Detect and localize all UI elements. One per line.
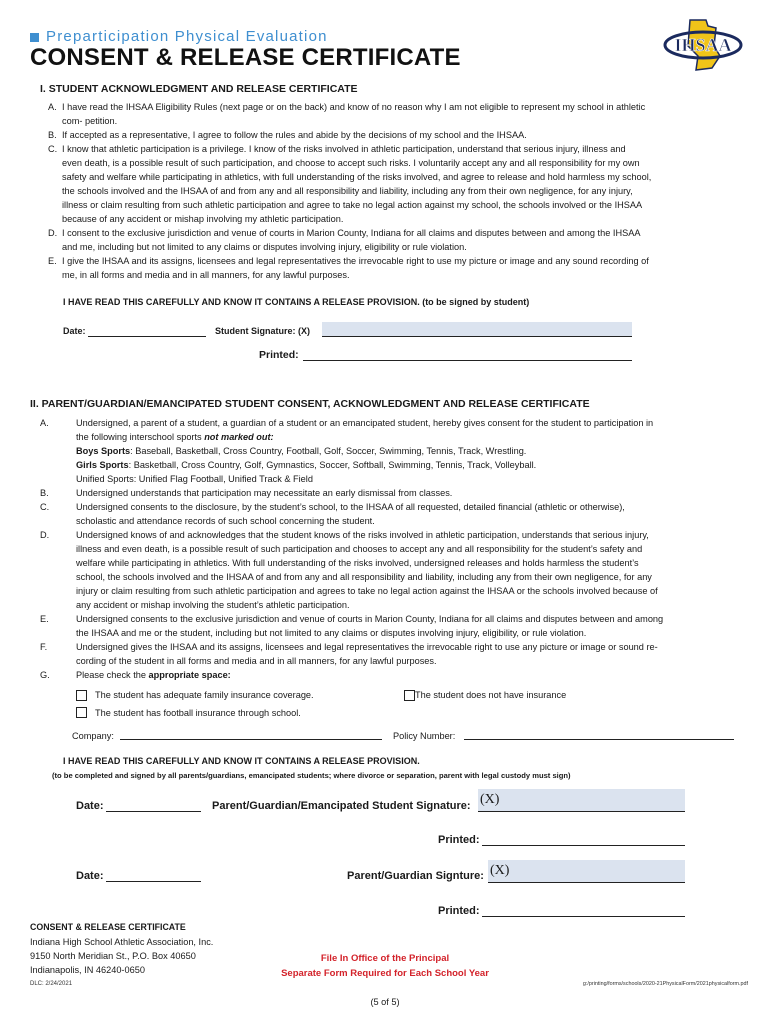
section2-heading: II. PARENT/GUARDIAN/EMANCIPATED STUDENT CONSENT, ACKNOWLEDGMENT AND RELEASE CERTIFICATE: [30, 398, 590, 410]
section2-release-notice: I HAVE READ THIS CAREFULLY AND KNOW IT CONTAINS A RELEASE PROVISION.: [63, 756, 420, 766]
item-letter: E.: [48, 256, 57, 266]
unified-sports: Unified Sports: Unified Flag Football, Unified Track & Field: [76, 474, 313, 484]
girls-sports: Girls Sports: Basketball, Cross Country, Golf, Gymnastics, Soccer, Softball, Swimming, Tennis, Track, Volleyball.: [76, 460, 537, 470]
guardian-printed-label: Printed:: [438, 905, 480, 917]
item-text: the schools involved and the IHSAA of and from any and all responsibility and liability, including any from their own negligence, for any injury,: [62, 186, 633, 196]
item-letter: A.: [40, 418, 49, 428]
section2-release-sub: (to be completed and signed by all parents/guardians, emancipated students; where divorce or separation, parent with legal custody must sign): [52, 771, 571, 780]
signature-x-mark: (X): [480, 792, 500, 807]
insurance-adequate-checkbox[interactable]: [76, 690, 87, 701]
item-text: Undersigned, a parent of a student, a guardian of a student or an emancipated student, hereby gives consent for the student to participation in: [76, 418, 654, 428]
item-text: because of any accident or mishap involving my athletic participation.: [62, 214, 344, 224]
footer-notice-year: Separate Form Required for Each School Year: [281, 968, 489, 979]
student-signature-label: Student Signature: (X): [215, 326, 310, 336]
item-text: Undersigned understands that participation may necessitate an early dismissal from classes.: [76, 488, 453, 498]
item-text: I give the IHSAA and its assigns, licensees and legal representatives the irrevocable right to use my picture or image and any sound recording of: [62, 256, 649, 266]
ihsaa-logo: [662, 16, 744, 72]
insurance-none-label: The student does not have insurance: [415, 690, 567, 700]
item-text: school, the schools involved and the IHSAA of and from any and all responsibility and liability, including any from their own negligence, for any: [76, 572, 652, 582]
signature-x-mark: (X): [490, 863, 510, 878]
item-letter: D.: [40, 530, 50, 540]
footer-org-name: Indiana High School Athletic Association, Inc.: [30, 937, 214, 947]
boys-sports: Boys Sports: Baseball, Basketball, Cross Country, Football, Golf, Soccer, Swimming, Tennis, Track, Wrestling.: [76, 446, 527, 456]
page-number: (5 of 5): [370, 997, 400, 1007]
student-signature-field[interactable]: [322, 322, 632, 337]
parent-signature-field[interactable]: [478, 789, 685, 812]
item-letter: B.: [40, 488, 49, 498]
item-text: the following interschool sports not marked out:: [76, 432, 274, 442]
guardian-date-label: Date:: [76, 870, 104, 882]
parent-signature-label: Parent/Guardian/Emancipated Student Signature:: [212, 800, 471, 812]
item-text: and me, including but not limited to any claims or disputes involving injury, eligibility or rule violation.: [62, 242, 467, 252]
section1-heading: I. STUDENT ACKNOWLEDGMENT AND RELEASE CERTIFICATE: [40, 83, 358, 95]
header-square-icon: [30, 33, 39, 42]
item-text: Undersigned gives the IHSAA and its assigns, licensees and legal representatives the irrevocable right to use any picture or image or sound re-: [76, 642, 658, 652]
insurance-football-checkbox[interactable]: [76, 707, 87, 718]
header-subtitle: Preparticipation Physical Evaluation: [46, 28, 328, 45]
guardian-signature-label: Parent/Guardian Signture:: [347, 870, 484, 882]
item-text: me, in all forms and media and in all manners, for any lawful purposes.: [62, 270, 350, 280]
item-text: I know that athletic participation is a privilege. I know of the risks involved in athletic participation, understand that serious injury, illness and: [62, 144, 626, 154]
item-text: illness and even death, is a possible result of such participation and chooses to accept any and all responsibility for the student’s safety and: [76, 544, 643, 554]
item-letter: F.: [40, 642, 48, 652]
footer-notice-principal: File In Office of the Principal: [320, 953, 450, 964]
policy-number-field[interactable]: [464, 727, 734, 740]
item-text: even death, is a possible result of such participation, and choose to accept such risks. I voluntarily accept any and all responsibility for my own: [62, 158, 640, 168]
footer-dlc: DLC: 2/24/2021: [30, 981, 73, 987]
item-text: illness or claim resulting from such athletic participation and agree to take no legal action against my school, the schools involved or the IHSAA: [62, 200, 643, 210]
footer-title: CONSENT & RELEASE CERTIFICATE: [30, 922, 186, 932]
item-letter: B.: [48, 130, 57, 140]
item-letter: D.: [48, 228, 58, 238]
item-text: I have read the IHSAA Eligibility Rules (next page or on the back) and know of no reason why I am not eligible to represent my school in athletic: [62, 102, 646, 112]
company-label: Company:: [72, 731, 114, 741]
guardian-printed-field[interactable]: [482, 902, 685, 917]
item-letter: C.: [48, 144, 58, 154]
student-printed-field[interactable]: [303, 346, 632, 361]
item-text: scholastic and attendance records of such school concerning the student.: [76, 516, 375, 526]
parent-printed-field[interactable]: [482, 831, 685, 846]
item-letter: C.: [40, 502, 50, 512]
company-field[interactable]: [120, 727, 382, 740]
item-letter: A.: [48, 102, 57, 112]
student-printed-label: Printed:: [259, 349, 299, 361]
item-text: Undersigned knows of and acknowledges that the student knows of the risks involved in athletic participation, understands that serious injury,: [76, 530, 649, 540]
item-text: welfare while participating in athletics. With full understanding of the risks involved, undersigned releases and holds harmless the student’s: [76, 558, 639, 568]
item-text: injury or claim resulting from such athletic participation and agrees to take no legal action against the IHSAA or the schools involved because of: [76, 586, 658, 596]
parent-date-field[interactable]: [106, 797, 201, 812]
parent-printed-label: Printed:: [438, 834, 480, 846]
item-text: any accident or mishap involving the student’s athletic participation.: [76, 600, 350, 610]
item-text: safety and welfare while participating in athletics, with full understanding of the risks involved, and agree to release and hold harmless my school,: [62, 172, 652, 182]
section1-release-notice: I HAVE READ THIS CAREFULLY AND KNOW IT CONTAINS A RELEASE PROVISION. (to be signed by student): [63, 297, 530, 307]
item-letter: E.: [40, 614, 49, 624]
guardian-signature-field[interactable]: [488, 860, 685, 883]
insurance-none-checkbox[interactable]: [404, 690, 415, 701]
student-date-field[interactable]: [88, 322, 206, 337]
insurance-adequate-label: The student has adequate family insurance coverage.: [95, 690, 314, 700]
footer-address1: 9150 North Meridian St., P.O. Box 40650: [30, 951, 196, 961]
footer-file-path: g:/printing/forms/schools/2020-21PhysicalForm/2021physicalform.pdf: [582, 981, 748, 987]
item-text: If accepted as a representative, I agree to follow the rules and abide by the decisions of my school and the IHSAA.: [62, 130, 527, 140]
page-title: CONSENT & RELEASE CERTIFICATE: [30, 44, 461, 71]
insurance-football-label: The student has football insurance through school.: [95, 708, 301, 718]
ihsaa-logo-text: IHSAA: [674, 35, 732, 55]
footer-address2: Indianapolis, IN 46240-0650: [30, 965, 145, 975]
item-text: I consent to the exclusive jurisdiction and venue of courts in Marion County, Indiana for all claims and disputes between and among the IHSAA: [62, 228, 641, 238]
guardian-date-field[interactable]: [106, 867, 201, 882]
item-text: Undersigned consents to the exclusive jurisdiction and venue of courts in Marion County, Indiana for all claims and disputes between and among: [76, 614, 664, 624]
policy-number-label: Policy Number:: [393, 731, 456, 741]
item-text: the IHSAA and me or the student, including but not limited to any claims or disputes involving injury, eligibility, or rule violation.: [76, 628, 587, 638]
student-date-label: Date:: [63, 326, 86, 336]
parent-date-label: Date:: [76, 800, 104, 812]
item-text: Please check the appropriate space:: [76, 670, 231, 680]
item-text: com- petition.: [62, 116, 118, 126]
item-text: Undersigned consents to the disclosure, by the student’s school, to the IHSAA of all requested, detailed financial (athletic or otherwise),: [76, 502, 625, 512]
item-letter: G.: [40, 670, 50, 680]
item-text: cording of the student in all forms and media and in all manners, for any lawful purposes.: [76, 656, 437, 666]
